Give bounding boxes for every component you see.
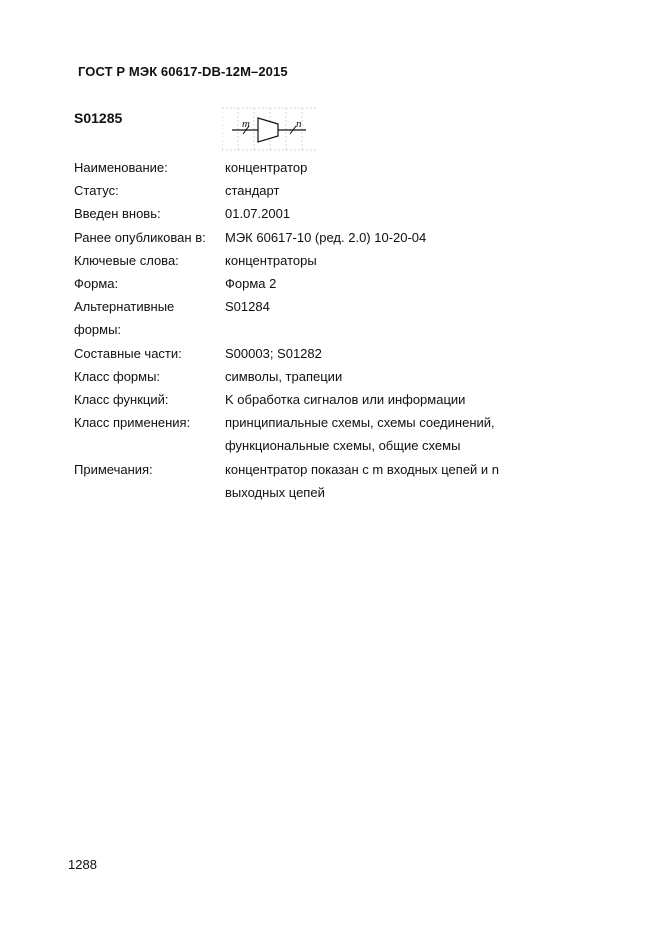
- attribute-value: символы, трапеции: [225, 368, 343, 384]
- attribute-value: концентратор: [225, 160, 308, 175]
- symbol-output-label: n: [296, 118, 302, 130]
- attribute-label: Ранее опубликован в:: [74, 229, 206, 245]
- attribute-row: [74, 411, 634, 457]
- attribute-label: Статус:: [74, 183, 119, 199]
- attribute-value: МЭК 60617-10 (ред. 2.0) 10-20-04: [225, 229, 427, 245]
- attribute-value: концентраторы: [225, 252, 317, 268]
- attribute-table: [74, 156, 634, 504]
- attribute-value: концентратор показан с m входных цепей и n выходных цепей: [225, 461, 500, 500]
- attribute-label: Ключевые слова:: [74, 252, 179, 268]
- attribute-value: S01284: [225, 299, 270, 315]
- attribute-row: [74, 458, 634, 504]
- attribute-label: Альтернативные формы:: [74, 299, 175, 338]
- page-number: 1288: [68, 857, 97, 872]
- attribute-value: стандарт: [225, 183, 280, 199]
- attribute-row: [74, 272, 634, 295]
- attribute-row: [74, 179, 634, 202]
- attribute-label: Примечания:: [74, 461, 153, 477]
- attribute-value: K обработка сигналов или информации: [225, 392, 466, 408]
- attribute-label: Класс функций:: [74, 392, 169, 408]
- attribute-row: [74, 202, 634, 225]
- attribute-value: Форма 2: [225, 276, 277, 292]
- attribute-row: [74, 295, 634, 341]
- attribute-label: Составные части:: [74, 345, 182, 361]
- attribute-row: [74, 388, 634, 411]
- attribute-label: Наименование:: [74, 160, 168, 175]
- attribute-row: [74, 342, 634, 365]
- attribute-row: [74, 365, 634, 388]
- attribute-value: S00003; S01282: [225, 345, 322, 361]
- symbol-code: S01285: [74, 110, 123, 126]
- attribute-value: принципиальные схемы, схемы соединений, функциональные схемы, общие схемы: [225, 415, 495, 454]
- attribute-label: Класс формы:: [74, 368, 161, 384]
- attribute-row: [74, 249, 634, 272]
- attribute-label: Форма:: [74, 276, 119, 292]
- attribute-label: Класс применения:: [74, 415, 191, 431]
- document-header: ГОСТ Р МЭК 60617-DB-12M–2015: [78, 64, 288, 79]
- concentrator-symbol-icon: [222, 106, 322, 152]
- attribute-row: [74, 156, 634, 179]
- attribute-row: [74, 226, 634, 249]
- attribute-label: Введен вновь:: [74, 206, 161, 222]
- attribute-value: 01.07.2001: [225, 206, 291, 222]
- symbol-input-label: m: [242, 118, 250, 130]
